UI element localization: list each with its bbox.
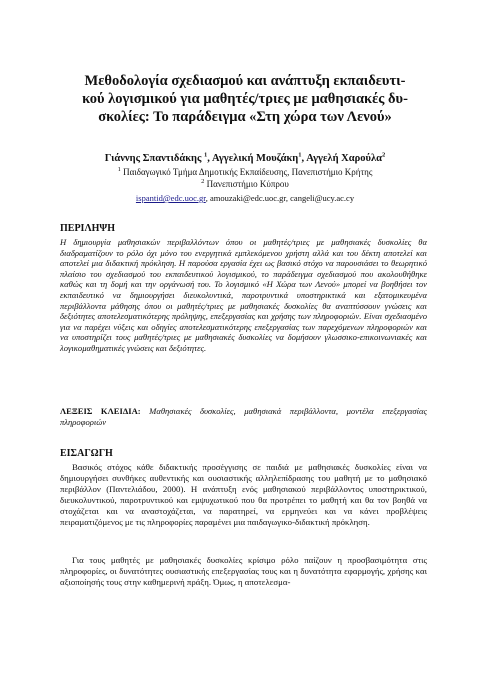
- affiliation-mark: 1: [117, 166, 121, 173]
- email-list: [60, 193, 430, 204]
- intro-paragraph: Βασικός στόχος κάθε διδακτικής προσέγγισης σε παιδιά με μαθησιακές δυσκολίες είναι να δημιουργήσει συνθήκες αυθεντικής και ουσιαστικής αλληλεπίδρασης του μαθητή με το μαθησιακό περιβάλλον (Παντελιάδου, 2000). Η ανάπτυξη ενός μαθησιακού περιβάλλοντος υποστηρικτικού, διευκολυντικού, παροτρυντικού και εμψυχωτικού που θα προτρέπει το μαθητή και θα τον βοηθά να στοχάζεται και να αναστοχάζεται, να παρατηρεί, να ερμηνεύει και να κάνει προβλέψεις πειραματιζόμενος με τις πληροφορίες παραμένει μια παιδαγωγικο-διδακτική πρόκληση.: [60, 462, 427, 528]
- paper-title: Μεθοδολογία σχεδιασμού και ανάπτυξη εκπαιδευτι-κού λογισμικού για μαθητές/τριες με μαθησιακές δυ-σκολίες: Το παράδειγμα «Στη χώρα των Λενού»: [82, 73, 408, 125]
- abstract-text: Η δημιουργία μαθησιακών περιβαλλόντων όπου οι μαθητές/τριες με μαθησιακές δυσκολίες θα διαδραματίζουν το ρόλο όχι μόνο του ενεργητικά εμπλεκόμενου χρήστη αλλά και του δέκτη αποτελεί και αποτελεί μια διδακτική πρόκληση. Η παρούσα εργασία έχει ως βασικό στόχο να παρουσιάσει το θεωρητικό πλαίσιο του σχεδιασμού του εκπαιδευτικού λογισμικού, το παράδειγμα σχεδιασμού που ακολουθήθηκε καθώς και τη δομή και την οργάνωσή του. Το λογισμικό «Η Χώρα των Λενού» μπορεί να βοηθήσει τον εκπαιδευτικό να δημιουργήσει διευκολυντικά, παροτρυντικά υποστηρικτικά και εξατομικευμένα περιβάλλοντα μάθησης όπου οι μαθητές/τριες με μαθησιακές δυσκολίες θα αναπτύσσουν γνώσεις και δεξιότητες αποτελεσματικότερης πρόληψης, επεξεργασίας και χρήσης των πληροφοριών. Είναι σχεδιασμένο για να παρέχει νύξεις και οδηγίες αποτελεσματικότερης επεξεργασίας των παρεχόμενων πληροφοριών και να υποστηρίζει τους μαθητές/τριες με μαθησιακές δυσκολίες να δομήσουν γλωσσικο-επικοινωνιακές και λογικομαθηματικές γνώσεις και δεξιότητες.: [60, 237, 427, 353]
- author-name: Αγγελική Μουζάκη: [211, 153, 299, 164]
- intro-paragraph: Για τους μαθητές με μαθησιακές δυσκολίες κρίσιμο ρόλο παίζουν η προσβασιμότητα στις πληροφορίες, οι δυνατότητες ουσιαστικής επεξεργασίας τους και η δυνατότητα εφαρμογής, χρήσης και αξιοποίησής τους στην καθημερινή πράξη. Όμως, η αποτελεσμα-: [60, 555, 427, 588]
- author-name: Γιάννης Σπαντιδάκης: [104, 153, 202, 164]
- affiliation-line: [60, 179, 430, 190]
- author-affiliation-mark: 1: [204, 151, 208, 159]
- affiliation-text: Πανεπιστήμιο Κύπρου: [206, 179, 289, 189]
- keywords-block: [60, 406, 427, 427]
- email-link[interactable]: ispantid@edc.uoc.gr: [135, 193, 206, 203]
- keywords-label: ΛΕΞΕΙΣ ΚΛΕΙΔΙΑ:: [60, 406, 141, 416]
- author-name: Αγγελή Χαρούλα: [306, 153, 382, 164]
- affiliation-text: Παιδαγωγικό Τμήμα Δημοτικής Εκπαίδευσης, Πανεπιστήμιο Κρήτης: [123, 167, 373, 177]
- keywords-text: Μαθησιακές δυσκολίες, μαθησιακά περιβάλλοντα, μοντέλα επεξεργασίας πληροφοριών: [60, 406, 427, 427]
- email-text: , amouzaki@edc.uoc.gr, cangeli@ucy.ac.cy: [205, 193, 355, 203]
- intro-heading: ΕΙΣΑΓΩΓΗ: [60, 448, 113, 459]
- affiliation-line: [60, 167, 430, 178]
- abstract-heading: ΠΕΡΙΛΗΨΗ: [60, 223, 115, 234]
- author-affiliation-mark: 1: [298, 151, 302, 159]
- author-list: Γιάννης Σπαντιδάκης $^1$, Αγγελική Μουζάκη$^1$, Αγγελή Χαρούλα$^2$: [104, 151, 386, 164]
- author-affiliation-mark: 2: [381, 151, 386, 159]
- affiliation-mark: 2: [201, 178, 205, 185]
